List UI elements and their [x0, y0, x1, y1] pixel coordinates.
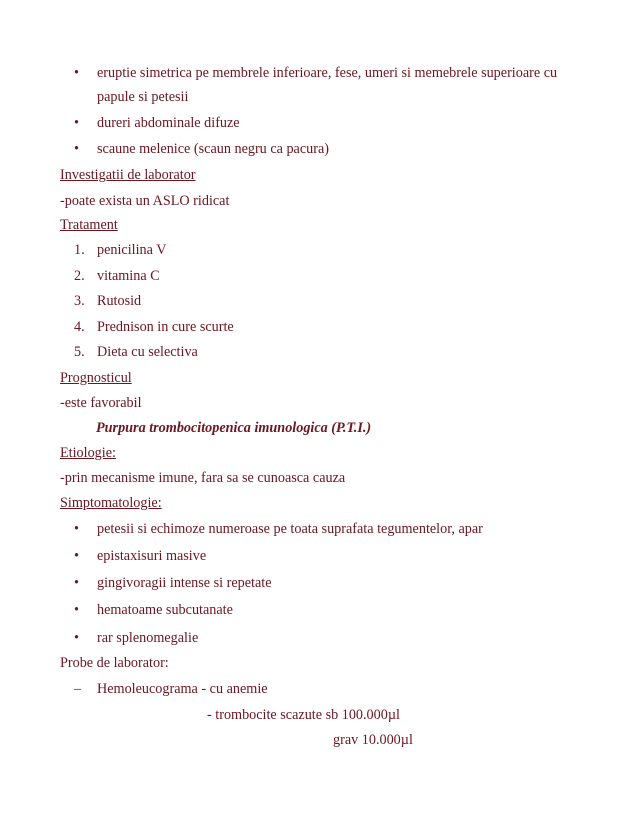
- tratament-item: penicilina V: [97, 242, 167, 258]
- simptom-item: gingivoragii intense si repetate: [97, 575, 272, 591]
- simptom-heading: Simptomatologie:: [60, 495, 162, 511]
- bullet-glyph: •: [74, 575, 79, 591]
- etiologie-text: -prin mecanisme imune, fara sa se cunoasca cauza: [60, 470, 346, 486]
- bullet-glyph: •: [74, 115, 79, 131]
- probe-heading: Probe de laborator:: [60, 655, 169, 671]
- investigatii-heading: Investigatii de laborator: [60, 167, 196, 183]
- symptom-line-cont: papule si petesii: [97, 89, 189, 105]
- list-number: 3.: [74, 293, 85, 309]
- list-number: 1.: [74, 242, 85, 258]
- dash-glyph: –: [74, 681, 82, 697]
- symptom-line: dureri abdominale difuze: [97, 115, 240, 131]
- symptom-line: eruptie simetrica pe membrele inferioare, fese, umeri si memebrele superioare cu: [97, 65, 558, 81]
- prognostic-heading: Prognosticul: [60, 370, 132, 386]
- tratament-item: Dieta cu selectiva: [97, 344, 198, 360]
- bullet-glyph: •: [74, 65, 79, 81]
- bullet-glyph: •: [74, 141, 79, 157]
- probe-line: - trombocite scazute sb 100.000µl: [207, 707, 400, 723]
- symptom-line: scaune melenice (scaun negru ca pacura): [97, 141, 329, 157]
- simptom-item: petesii si echimoze numeroase pe toata suprafata tegumentelor, apar: [97, 521, 483, 537]
- probe-line: Hemoleucograma - cu anemie: [97, 681, 268, 697]
- tratament-item: vitamina C: [97, 268, 160, 284]
- bullet-glyph: •: [74, 548, 79, 564]
- tratament-item: Prednison in cure scurte: [97, 319, 234, 335]
- probe-line: grav 10.000µl: [333, 732, 413, 748]
- list-number: 4.: [74, 319, 85, 335]
- simptom-item: rar splenomegalie: [97, 630, 199, 646]
- prognostic-text: -este favorabil: [60, 395, 142, 411]
- tratament-item: Rutosid: [97, 293, 142, 309]
- etiologie-heading: Etiologie:: [60, 445, 116, 461]
- section-title: Purpura trombocitopenica imunologica (P.T.I.): [96, 420, 372, 436]
- bullet-glyph: •: [74, 521, 79, 537]
- tratament-heading: Tratament: [60, 217, 118, 233]
- list-number: 5.: [74, 344, 85, 360]
- simptom-item: epistaxisuri masive: [97, 548, 207, 564]
- bullet-glyph: •: [74, 630, 79, 646]
- list-number: 2.: [74, 268, 85, 284]
- bullet-glyph: •: [74, 602, 79, 618]
- simptom-item: hematoame subcutanate: [97, 602, 233, 618]
- investigatii-text: -poate exista un ASLO ridicat: [60, 193, 230, 209]
